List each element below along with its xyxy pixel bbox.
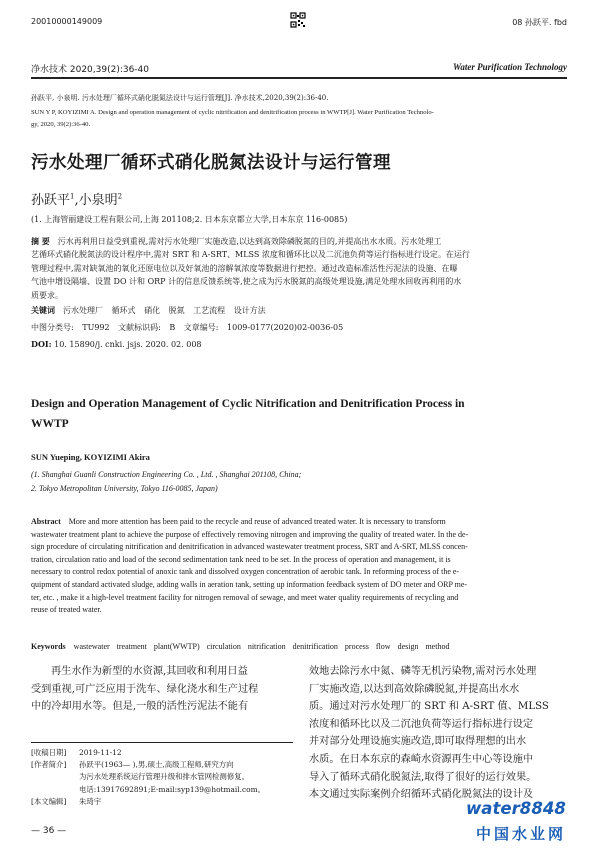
header-rule (31, 77, 567, 79)
page-number: — 36 — (31, 826, 67, 836)
body-column-left: 再生水作为新型的水资源,其回收和利用日益 受到重视,可广泛应用于洗车、绿化浇水和生产过程 中的冷却用水等。但是,一般的活性污泥法不能有 (31, 666, 259, 713)
abstract-en: Abstract More and more attention has been paid to the recycle and reuse of advanced treated water. It is necessary to transform wastewater treatment plant to achieve the purpose of effectively removing nitrogen and improving the quality of treated water. In the de- sign procedure of circulating nitrification and denitrification in advanced wastewater treatment process, SRT and A-SRT, MLSS concen- tration, circulation ratio and load of the second sedimentation tank need to be set. In the process of operation and management, it is necessary to control redox potential of anoxic tank and dissolved oxygen concentration of aerobic tank. In reforming process of the e- quipment of standard activated sludge, adding walls in aeration tank, setting up information feedback system of DO meter and ORP me- ter, etc. , make it a high-level treatment facility for nitrogen removal of sewage, and meet water quality requirements of recycling and reuse of treated water. (31, 517, 469, 615)
keywords-cn: 关键词 污水处理厂 循环式 硝化 脱氮 工艺流程 设计方法 (31, 305, 266, 315)
authors-en: SUN Yueping, KOYIZIMI Akira (31, 452, 150, 462)
watermark-cn: 中国水业网 (476, 825, 567, 843)
title-en: Design and Operation Management of Cyclic Nitrification and Denitrification Process in WWTP (31, 398, 465, 430)
doc-id: 20010000149009 (31, 17, 103, 26)
citation-en-1: SUN Y P, KOYIZIMI A. Design and operation management of cyclic nitrification and denitrification process in WWTP[J]. Water Purification Technolo- (31, 109, 434, 116)
watermark-logo (466, 797, 584, 845)
authors-cn: 孙跃平$^1$,小泉明$^2$ (31, 192, 123, 208)
abstract-cn: 摘 要 污水再利用日益受到重视,需对污水处理厂实施改造,以达到高效除磷脱氮的目的,并提高出水水质。污水处理工 艺循环式硝化脱氮法的设计程序中,需对 SRT 和 A-SRT、MLSS 浓度和循环比以及二沉池负荷等运行指标进行设定。在运行 管理过程中,需对缺氧池的氧化还原电位以及好氧池的溶解氧浓度等数据进行把控。通过改造标准活性污泥法的设施、在曝 气池中增设隔墙、设置 DO 计和 ORP 计的信息反馈系统等,使之成为污水脱氮的高级处理设施,满足处理水回收再利用的水 质要求。 (31, 236, 470, 300)
journal-header-left: 净水技术 2020,39(2):36-40 (31, 65, 150, 75)
doi: DOI: 10. 15890/j. cnki. jsjs. 2020. 02. 008 (31, 339, 202, 349)
body-column-right: 效地去除污水中氮、磷等无机污染物,需对污水处理 厂实施改造,以达到高效除磷脱氮,并提高出水水 质。通过对污水处理厂的 SRT 和 A-SRT 值、MLSS 浓度和循环比以及二沉池负荷等运行指标进行设定 并对部分处理设施实施改造,即可取得理想的出水 水质。在日本东京的森崎水资源再生中心等设施中 导入了循环式硝化脱氮法,取得了很好的运行效果。 本文通过实际案例介绍循环式硝化脱氮法的设计及 (309, 666, 549, 801)
abstract-en-label: Abstract (31, 517, 61, 526)
watermark-brand: water8848 (466, 799, 566, 818)
citation-en-2: gy, 2020, 39(2):36-40. (31, 121, 91, 128)
watermark-suffix (566, 814, 567, 815)
journal-header-right: Water Purification Technology (452, 62, 567, 72)
qr-code-icon (290, 12, 306, 28)
keywords-en: Keywords wastewater treatment plant(WWTP) circulation nitrification denitrification process flow design method (31, 642, 450, 651)
footnote-rule (31, 742, 293, 743)
affiliation-cn: (1. 上海管丽建设工程有限公司,上海 201108;2. 日本东京都立大学,日本东京 116-0085) (31, 215, 348, 224)
abstract-cn-label: 摘 要 (31, 236, 50, 246)
author-2: 小泉明 (78, 193, 118, 208)
title-cn: 污水处理厂循环式硝化脱氮法设计与运行管理 (31, 153, 391, 173)
file-label: 08 孙跃平. fbd (512, 18, 567, 27)
classification: 中图分类号: TU992 文献标识码: B 文章编号: 1009-0177(2020)02-0036-05 (31, 323, 344, 332)
affiliation-en: (1. Shanghai Guanli Construction Engineering Co. , Ltd. , Shanghai 201108, China; 2. Tokyo Metropolitan University, Tokyo 116-0085, Japan) (31, 470, 302, 493)
citation-cn: 孙跃平, 小泉明. 污水处理厂循环式硝化脱氮法设计与运行管理[J]. 净水技术,2020,39(2):36-40. (31, 94, 329, 102)
author-1: 孙跃平 (31, 193, 71, 208)
footnote: [收稿日期] 2019-11-12 [作者简介] 孙跃平(1963— ),男,硕士,高级工程师,研究方向 为污水处理系统运行管理升级和排水管网检测修复。 电话:13917692891;E-mail:syp139@hotmail.com。 [本文编辑] 朱琦宇 (31, 748, 266, 806)
